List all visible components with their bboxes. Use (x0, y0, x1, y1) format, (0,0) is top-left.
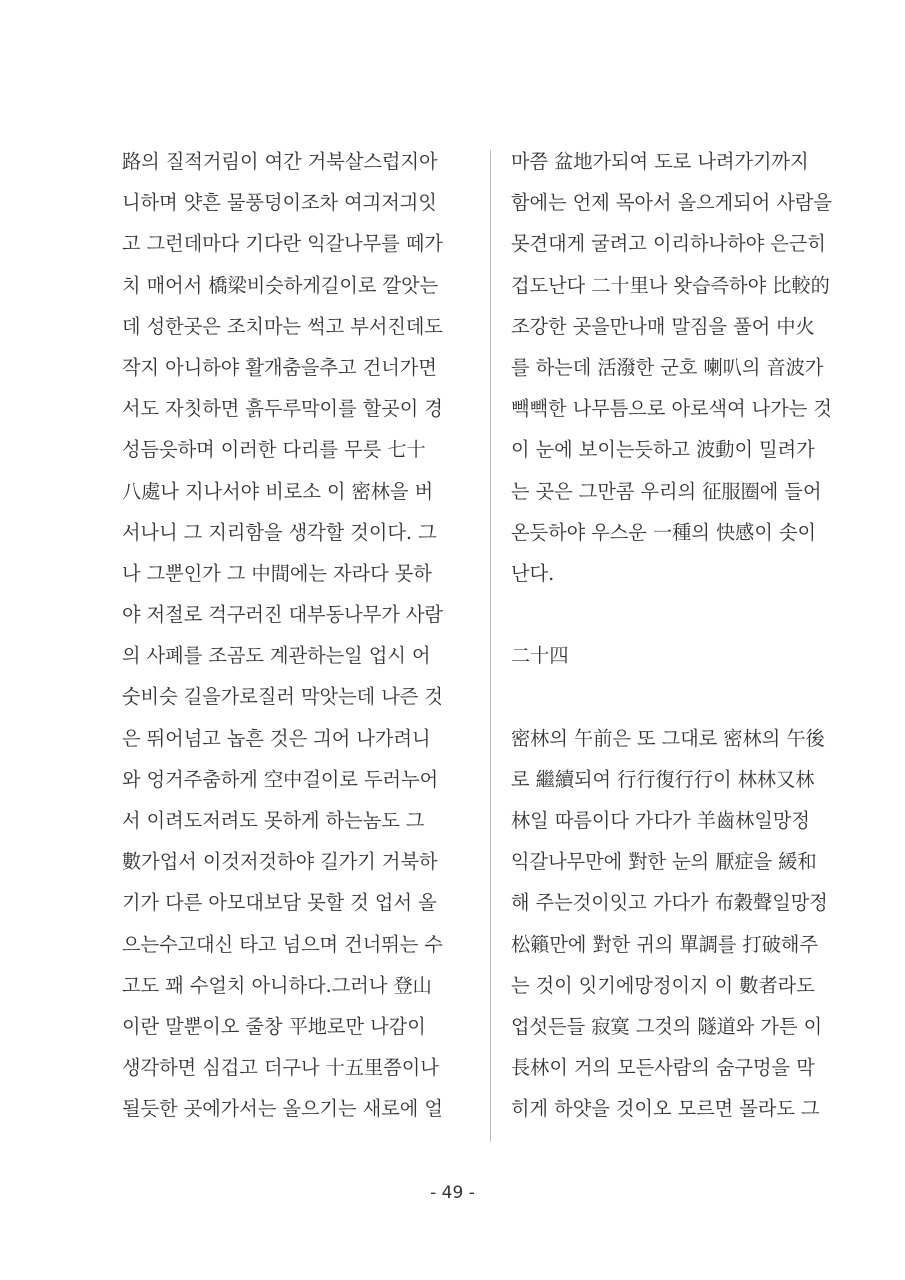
text-line: 업섯든들 寂寞 그것의 隧道와 가튼 이 (511, 1014, 823, 1038)
section-heading: 二十四 (511, 644, 569, 668)
text-line: 작지 아니하야 활개춤을추고 건너가면 (122, 355, 437, 379)
column-divider (490, 150, 491, 1142)
text-line: 니하며 얏흔 물풍덩이조차 여긔저긔잇 (122, 191, 437, 215)
text-line: 기가 다른 아모대보담 못할 것 업서 올 (122, 891, 437, 915)
text-line: 서도 자칫하면 흙두루막이를 할곳이 경 (122, 397, 443, 421)
text-line: 치 매어서 橋梁비슷하게길이로 깔앗는 (122, 273, 439, 297)
text-line: 될듯한 곳에가서는 올으기는 새로에 얼 (122, 1097, 443, 1121)
paragraph-spacer (511, 676, 861, 717)
text-line: 長林이 거의 모든사람의 숨구멍을 막 (511, 1056, 815, 1080)
text-line: 야 저절로 걱구러진 대부동나무가 사람 (122, 603, 443, 627)
text-line: 성듬읏하며 이러한 다리를 무릇 七十 (122, 438, 426, 462)
text-line: 함에는 언제 목아서 올으게되어 사람을 (511, 191, 832, 215)
text-line: 서나니 그 지리함을 생각할 것이다. 그 (122, 520, 437, 544)
text-line: 생각하면 심겁고 더구나 十五里쯤이나 (122, 1056, 439, 1080)
text-line: 해 주는것이잇고 가다가 布穀聲일망정 (511, 891, 828, 915)
text-line: 못견대게 굴려고 이리하나하야 은근히 (511, 232, 826, 256)
text-line: 고도 꽤 수얼치 아니하다.그러나 登山 (122, 973, 432, 997)
text-line: 데 성한곳은 조치마는 썩고 부서진데도 (122, 314, 443, 338)
text-line: 겁도난다 二十里나 왓습즉하야 比較的 (511, 273, 830, 297)
text-line: 松籟만에 對한 귀의 單調를 打破해주 (511, 932, 818, 956)
text-line: 路의 질적거림이 여간 거북살스럽지아 (122, 150, 438, 173)
text-line: 八處나 지나서야 비로소 이 密林을 버 (122, 479, 434, 503)
text-line: 林일 따름이다 가다가 羊齒林일망정 (511, 809, 810, 832)
text-line: 로 繼續되여 行行復行行이 林林又林 (511, 767, 815, 791)
text-line: 조강한 곳을만나매 말짐을 풀어 中火 (511, 314, 815, 338)
text-line: 빽빽한 나무틈으로 아로색여 나가는 것 (511, 397, 832, 421)
text-line: 마쯤 盆地가되여 도로 나려가기까지 (511, 150, 809, 173)
text-line: 와 엉거주춤하게 空中걸이로 두러누어 (122, 767, 439, 791)
text-line: 數가업서 이것저것하야 길가기 거북하 (122, 850, 438, 874)
text-line: 난다. (511, 561, 555, 585)
text-line: 의 사폐를 조곰도 계관하는일 업시 어 (122, 644, 431, 668)
text-line: 를 하는데 活潑한 군호 喇叭의 音波가 (511, 355, 824, 379)
paragraph-spacer (511, 594, 861, 635)
left-text-column (122, 141, 472, 1130)
text-line: 익갈나무만에 對한 눈의 厭症을 緩和 (511, 850, 817, 874)
text-line: 이란 말뿐이오 줄창 平地로만 나감이 (122, 1014, 426, 1038)
text-line: 으는수고대신 타고 넘으며 건너뛰는 수 (122, 932, 443, 956)
page-number: - 49 - (430, 1183, 475, 1203)
text-line: 密林의 午前은 또 그대로 密林의 午後 (511, 726, 825, 750)
text-line: 은 뛰어넘고 놉흔 것은 긔어 나가려니 (122, 726, 431, 750)
text-line: 이 눈에 보이는듯하고 波動이 밀려가 (511, 438, 815, 462)
text-line: 고 그런데마다 기다란 익갈나무를 떼가 (122, 232, 443, 256)
text-line: 는 것이 잇기에망정이지 이 數者라도 (511, 973, 815, 997)
text-line: 는 곳은 그만콤 우리의 征服圈에 들어 (511, 479, 822, 503)
text-line: 온듯하야 우스운 一種의 快感이 솟이 (511, 520, 817, 544)
text-line: 숫비슷 길을가로질러 막앗는데 나즌 것 (122, 685, 443, 709)
text-line: 나 그뿐인가 그 中間에는 자라다 못하 (122, 561, 432, 585)
text-line: 히게 하얏을 것이오 모르면 몰라도 그 (511, 1097, 820, 1121)
right-text-column (511, 141, 861, 1130)
text-line: 서 이려도저려도 못하게 하는놈도 그 (122, 809, 425, 832)
